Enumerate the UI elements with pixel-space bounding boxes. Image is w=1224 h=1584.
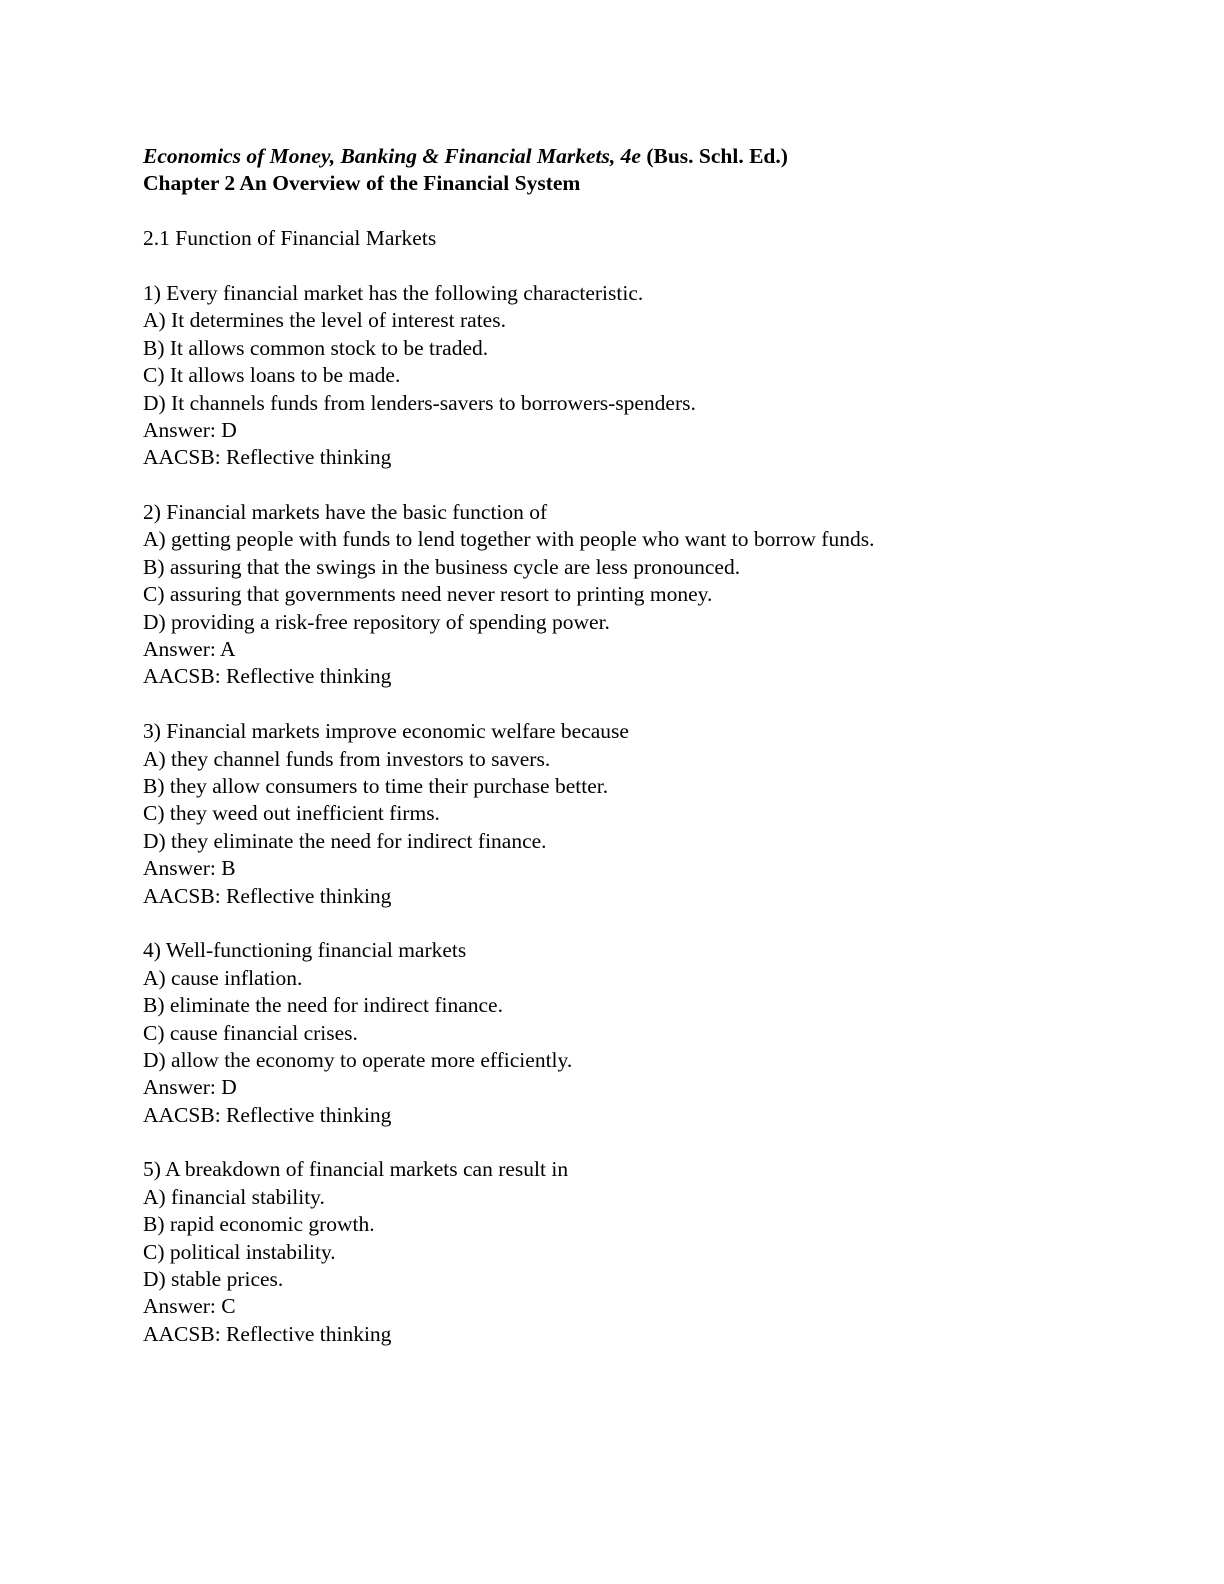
option-a: A) they channel funds from investors to savers. [143, 746, 551, 771]
aacsb: AACSB: Reflective thinking [143, 1321, 392, 1346]
document-page [143, 143, 1103, 1348]
spacer [143, 198, 1103, 225]
option-c: C) they weed out inefficient firms. [143, 801, 440, 826]
spacer [143, 472, 1103, 499]
option-c: C) It allows loans to be made. [143, 363, 401, 388]
option-a: A) It determines the level of interest rates. [143, 308, 506, 333]
answer: Answer: A [143, 637, 236, 662]
option-d: D) It channels funds from lenders-savers to borrowers-spenders. [143, 390, 696, 415]
option-b: B) they allow consumers to time their purchase better. [143, 773, 609, 798]
option-c: C) cause financial crises. [143, 1020, 358, 1045]
answer: Answer: D [143, 1075, 237, 1100]
chapter-title: Chapter 2 An Overview of the Financial System [143, 171, 581, 196]
spacer [143, 910, 1103, 937]
answer: Answer: C [143, 1294, 236, 1319]
question-stem: 5) A breakdown of financial markets can result in [143, 1157, 569, 1182]
section-heading: 2.1 Function of Financial Markets [143, 226, 437, 251]
spacer [143, 691, 1103, 718]
aacsb: AACSB: Reflective thinking [143, 664, 392, 689]
answer: Answer: D [143, 417, 237, 442]
option-d: D) stable prices. [143, 1267, 284, 1292]
question-stem: 2) Financial markets have the basic function of [143, 500, 548, 525]
question-5 [143, 1156, 1103, 1348]
option-b: B) eliminate the need for indirect finance. [143, 993, 503, 1018]
spacer [143, 1129, 1103, 1156]
question-4 [143, 937, 1103, 1129]
aacsb: AACSB: Reflective thinking [143, 445, 392, 470]
option-d: D) they eliminate the need for indirect finance. [143, 828, 547, 853]
option-a: A) cause inflation. [143, 965, 303, 990]
option-c: C) assuring that governments need never resort to printing money. [143, 582, 713, 607]
option-b: B) rapid economic growth. [143, 1212, 375, 1237]
book-title [143, 143, 1103, 170]
aacsb: AACSB: Reflective thinking [143, 1102, 392, 1127]
aacsb: AACSB: Reflective thinking [143, 883, 392, 908]
option-b: B) It allows common stock to be traded. [143, 335, 489, 360]
option-a: A) financial stability. [143, 1184, 325, 1209]
question-stem: 4) Well-functioning financial markets [143, 938, 467, 963]
answer: Answer: B [143, 856, 236, 881]
question-3 [143, 718, 1103, 910]
question-stem: 1) Every financial market has the following characteristic. [143, 280, 644, 305]
option-a: A) getting people with funds to lend together with people who want to borrow funds. [143, 527, 875, 552]
question-stem: 3) Financial markets improve economic welfare because [143, 719, 629, 744]
option-d: D) providing a risk-free repository of spending power. [143, 609, 610, 634]
question-1 [143, 280, 1103, 472]
book-title-suffix: (Bus. Schl. Ed.) [640, 144, 788, 168]
option-d: D) allow the economy to operate more efficiently. [143, 1047, 573, 1072]
spacer [143, 253, 1103, 280]
question-2 [143, 499, 1103, 691]
option-b: B) assuring that the swings in the business cycle are less pronounced. [143, 554, 741, 579]
book-title-italic: Economics of Money, Banking & Financial Markets, 4e [143, 144, 641, 168]
option-c: C) political instability. [143, 1239, 336, 1264]
